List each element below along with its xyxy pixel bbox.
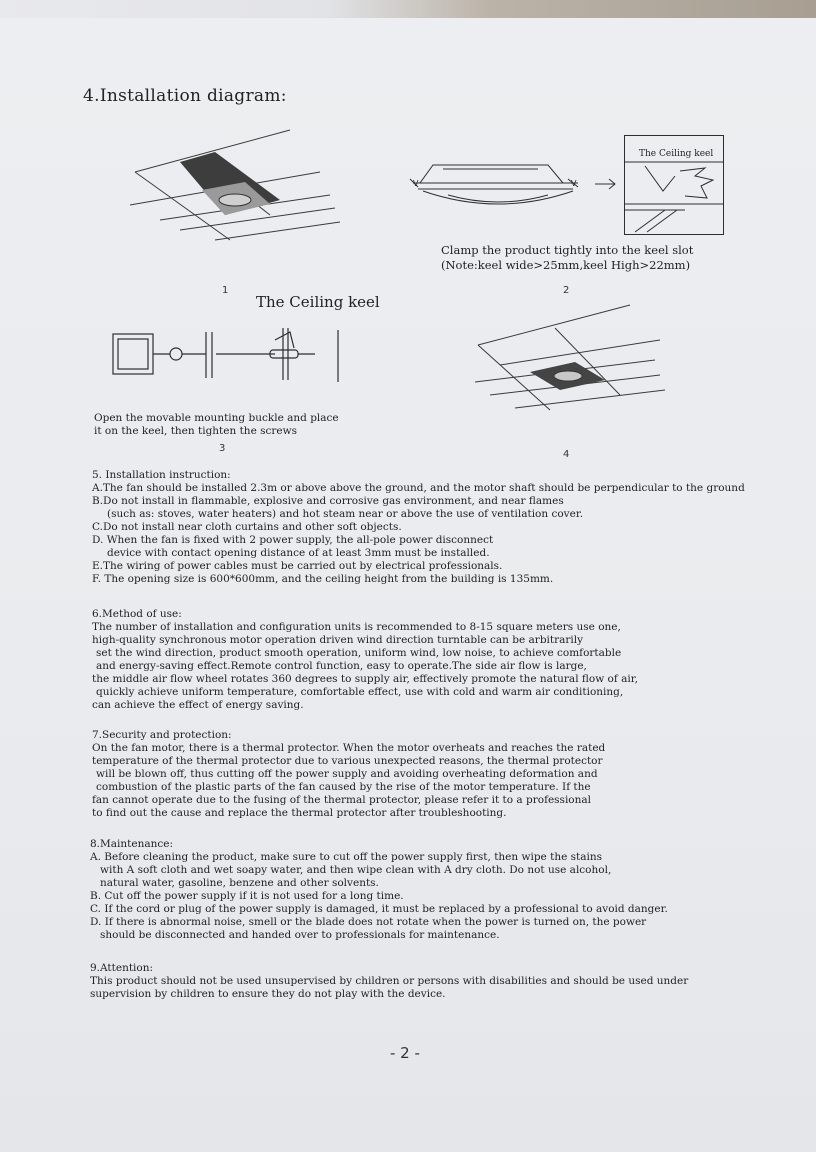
diagram-ceiling-grid-panel [120,120,350,250]
keel-box-label: The Ceiling keel [639,149,714,159]
section-title: 5. Installation instruction: [92,469,231,481]
method-line: quickly achieve uniform temperature, comfortable effect, use with cold and warm air conditioning, [96,686,624,698]
method-line: the middle air flow wheel rotates 360 degrees to supply air, effectively promote the natural flow of air, [92,673,638,685]
security-line: temperature of the thermal protector due to various unexpected reasons, the thermal protector [92,755,603,767]
instruction-line: D. When the fan is fixed with 2 power supply, the all-pole power disconnect [92,534,494,546]
maintenance-line: A. Before cleaning the product, make sure to cut off the power supply first, then wipe the stains [90,851,603,863]
step-number-3: 3 [219,443,226,454]
section-title: 7.Security and protection: [92,729,232,741]
svg-text:V: V [571,179,577,188]
maintenance-line: should be disconnected and handed over to professionals for maintenance. [100,929,500,941]
page-number: - 2 - [390,1044,420,1062]
instruction-line: device with contact opening distance of at least 3mm must be installed. [107,547,490,559]
maintenance-section [90,838,668,942]
maintenance-line: with A soft cloth and wet soapy water, and then wipe clean with A dry cloth. Do not use alcohol, [100,864,612,876]
security-line: On the fan motor, there is a thermal protector. When the motor overheats and reaches the rated [92,742,606,754]
attention-line: This product should not be used unsupervised by children or persons with disabilities and should be used under [90,975,689,987]
security-line: fan cannot operate due to the fusing of the thermal protector, please refer it to a professional [92,794,592,806]
diagram-installed-panel [470,300,670,420]
method-line: The number of installation and configuration units is recommended to 8-15 square meters use one, [92,621,621,633]
instruction-line: B.Do not install in flammable, explosive and corrosive gas environment, and near flames [92,495,564,507]
photo-edge [0,0,816,18]
method-line: and energy-saving effect.Remote control function, easy to operate.The side air flow is large, [96,660,587,672]
step-number-1: 1 [222,285,229,296]
maintenance-line: C. If the cord or plug of the power supply is damaged, it must be replaced by a professional to avoid danger. [90,903,668,915]
keel-detail-box [624,135,724,235]
security-line: to find out the cause and replace the thermal protector after troubleshooting. [92,807,507,819]
maintenance-line: B. Cut off the power supply if it is not used for a long time. [90,890,404,902]
maintenance-line: natural water, gasoline, benzene and other solvents. [100,877,379,889]
installation-instruction-section [92,469,745,586]
method-of-use-section [92,608,638,712]
step-number-2: 2 [563,285,570,296]
section-title: 6.Method of use: [92,608,182,620]
instruction-line: E.The wiring of power cables must be carried out by electrical professionals. [92,560,503,572]
method-line: can achieve the effect of energy saving. [92,699,304,711]
section-title: 9.Attention: [90,962,154,974]
instruction-line: C.Do not install near cloth curtains and other soft objects. [92,521,402,533]
instruction-line: F. The opening size is 600*600mm, and the ceiling height from the building is 135mm. [92,573,554,585]
section-title: 8.Maintenance: [90,838,174,850]
method-line: set the wind direction, product smooth operation, uniform wind, low noise, to achieve comfortable [96,647,622,659]
instruction-line: A.The fan should be installed 2.3m or above above the ground, and the motor shaft should be perpendicular to the ground [92,482,745,494]
maintenance-line: D. If there is abnormal noise, smell or the blade does not rotate when the power is turned on, the power [90,916,647,928]
arrow-right-icon [594,178,618,190]
step3-caption-line-1: Open the movable mounting buckle and place [94,412,339,424]
ceiling-keel-title: The Ceiling keel [256,293,380,311]
diagram-mounting-buckle [110,318,360,384]
instruction-line: (such as: stoves, water heaters) and hot steam near or above the use of ventilation cover. [107,508,584,520]
security-protection-section [92,729,605,820]
security-line: combustion of the plastic parts of the fan caused by the rise of the motor temperature. If the [96,781,591,793]
attention-line: supervision by children to ensure they do not play with the device. [90,988,446,1000]
security-line: will be blown off, thus cutting off the power supply and avoiding overheating deformation and [96,768,598,780]
svg-text:V: V [413,179,419,188]
step-number-4: 4 [563,449,570,460]
attention-section [90,962,688,1001]
step3-caption-line-2: it on the keel, then tighten the screws [94,425,297,437]
method-line: high-quality synchronous motor operation driven wind direction turntable can be arbitrarily [92,634,584,646]
clamp-caption-line-2: (Note:keel wide>25mm,keel High>22mm) [441,258,691,272]
diagram-fan-body [408,155,588,215]
clamp-caption-line-1: Clamp the product tightly into the keel slot [441,243,694,257]
installation-diagram-heading: 4.Installation diagram: [83,86,287,106]
